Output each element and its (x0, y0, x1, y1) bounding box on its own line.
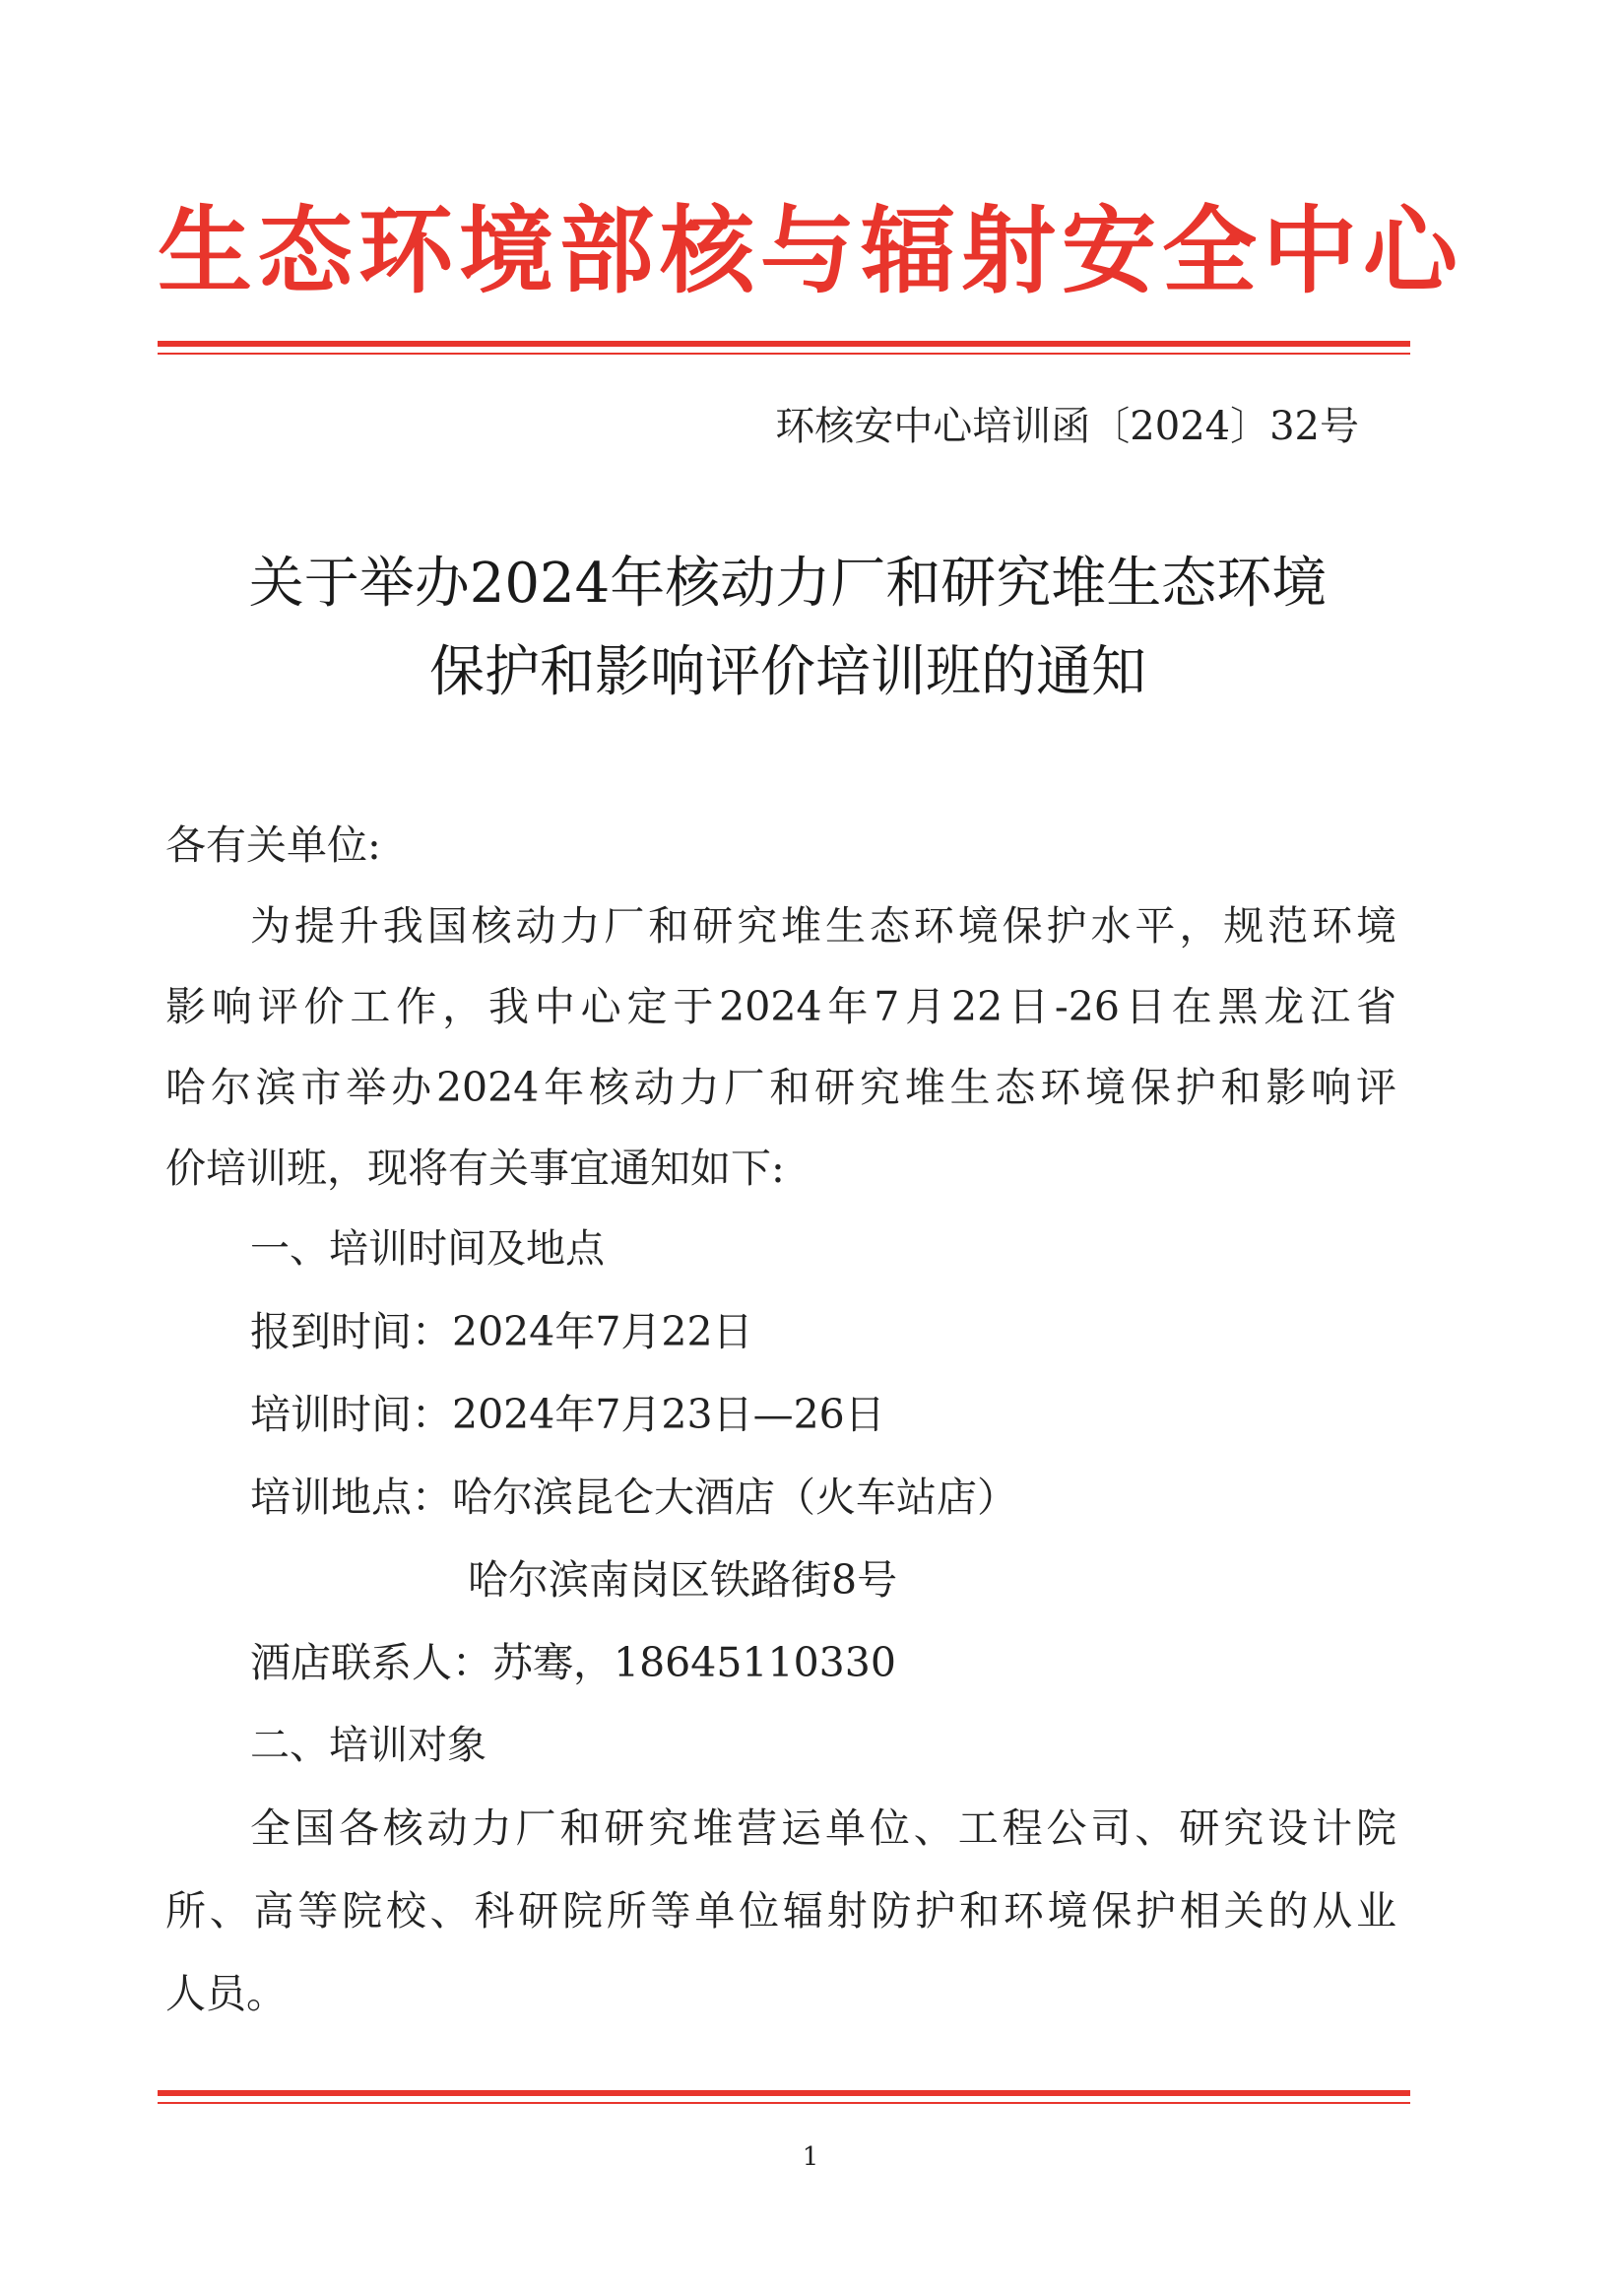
training-time: 培训时间：2024年7月23日—26日 (250, 1391, 885, 1438)
org-name-header: 生态环境部核与辐射安全中心 (158, 196, 1463, 306)
intro-line-4: 价培训班，现将有关事宜通知如下: (165, 1145, 785, 1192)
doc-title-line-1: 关于举办2024年核动力厂和研究堆生态环境 (248, 552, 1328, 616)
doc-title-line-2: 保护和影响评价培训班的通知 (429, 640, 1146, 704)
salutation: 各有关单位: (165, 821, 381, 869)
header-rule-thin (158, 353, 1410, 355)
report-time: 报到时间：2024年7月22日 (250, 1308, 753, 1355)
intro-line-1: 为提升我国核动力厂和研究堆生态环境保护水平，规范环境 (250, 902, 1396, 950)
intro-line-2: 影响评价工作，我中心定于2024年7月22日-26日在黑龙江省 (165, 983, 1396, 1030)
training-address: 哈尔滨南岗区铁路街8号 (468, 1556, 898, 1604)
section-2-heading: 二、培训对象 (250, 1723, 486, 1768)
section-2-line-1: 全国各核动力厂和研究堆营运单位、工程公司、研究设计院 (250, 1804, 1396, 1852)
intro-line-3: 哈尔滨市举办2024年核动力厂和研究堆生态环境保护和影响评 (165, 1064, 1396, 1111)
hotel-contact: 酒店联系人：苏骞，18645110330 (250, 1639, 896, 1686)
section-1-heading: 一、培训时间及地点 (250, 1226, 605, 1272)
footer-rule-thin (158, 2102, 1410, 2104)
footer-rule-thick (158, 2090, 1410, 2096)
doc-number: 环核安中心培训函〔2024〕32号 (775, 404, 1359, 449)
page-number: 1 (802, 2142, 819, 2172)
training-location: 培训地点：哈尔滨昆仑大酒店（火车站店） (250, 1474, 1017, 1521)
section-2-line-2: 所、高等院校、科研院所等单位辐射防护和环境保护相关的从业 (165, 1887, 1396, 1935)
header-rule-thick (158, 341, 1410, 347)
section-2-line-3: 人员。 (165, 1970, 287, 2017)
